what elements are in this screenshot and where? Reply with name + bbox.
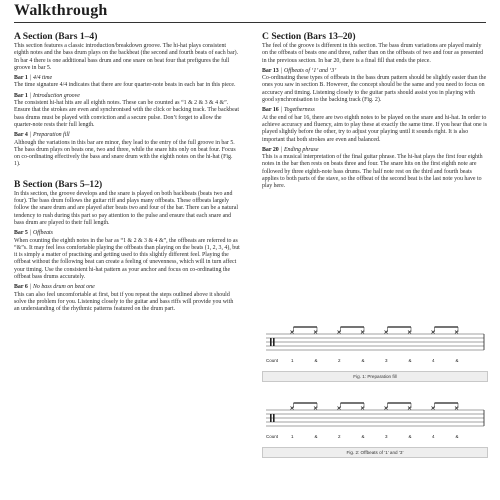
count-value: 1 bbox=[291, 358, 294, 363]
page-title: Walkthrough bbox=[14, 2, 108, 19]
bar-separator: | bbox=[280, 67, 282, 74]
hihat-note bbox=[455, 327, 458, 334]
bar-heading bbox=[14, 132, 240, 139]
count-value: 3 bbox=[385, 434, 388, 439]
note-group bbox=[291, 403, 459, 410]
bar-label: Bar 6 bbox=[14, 284, 28, 291]
count-value: 2 bbox=[338, 358, 341, 363]
bar-label: Bar 1 bbox=[14, 92, 28, 99]
title-rule bbox=[14, 22, 486, 23]
count-value: & bbox=[408, 434, 412, 439]
hihat-note bbox=[338, 403, 341, 410]
bar-heading bbox=[14, 230, 240, 237]
hihat-note bbox=[385, 403, 388, 410]
bar-heading bbox=[14, 284, 240, 291]
bar-separator: | bbox=[280, 146, 282, 153]
bar-separator: | bbox=[29, 132, 31, 139]
bar-text: The time signature 4/4 indicates that there are four quarter-note beats in each bar in this piece. bbox=[14, 82, 236, 89]
bar-text: At the end of bar 16, there are two eighth notes to be played on the snare and hi-hat. In order to achieve accuracy and fluency, aim to play these at exactly the same time. If you hear that one is played slightly before the other, try to adjust your playing until it sounds right. It is also important that both strokes are even and balanced. bbox=[262, 114, 487, 143]
bar-subtitle: Preparation fill bbox=[33, 132, 70, 139]
bar-subtitle: No bass drum on beat one bbox=[33, 284, 95, 291]
staff-lines bbox=[266, 334, 484, 350]
figure-caption: Fig. 1: Preparation fill bbox=[262, 371, 488, 382]
bar-label: Bar 4 bbox=[14, 132, 28, 139]
bar-subtitle: Ending phrase bbox=[283, 146, 319, 153]
count-value: & bbox=[314, 434, 318, 439]
section-b-intro: In this section, the groove develops and the snare is played on both backbeats (beats two and four). The bass drum follows the guitar riff and plays many offbeats. These offbeats largely follow the snare drum and are played after beats two and four of the bar. There can be a natural tendency to rush during this part so pay attention to the pulse and ensure that each snare and bass drum are played to their full length. bbox=[14, 190, 238, 226]
bar-text: When counting the eighth notes in the bar as “1 & 2 & 3 & 4 &”, the offbeats are referred to as “&”s. It may feel less comfortable playing the offbeats than playing on the beats (1, 2, 3, 4), but it is simply a matter of practising and getting used to this slightly different feel. Playing the offbeat without the following beat can create a feeling of unevenness, which will in turn affect your timing. Use the consistent hi-hat pattern as your anchor and focus on co-ordinating the offbeat bass drums accurately. bbox=[14, 237, 240, 281]
section-c-heading: C Section (Bars 13–20) bbox=[262, 31, 356, 42]
section-b-heading: B Section (Bars 5–12) bbox=[14, 178, 103, 190]
count-value: & bbox=[408, 358, 412, 363]
hihat-note bbox=[408, 403, 411, 410]
figure-2 bbox=[262, 402, 488, 458]
bar-subtitle: Togetherness bbox=[283, 107, 315, 114]
count-value: 3 bbox=[385, 358, 388, 363]
right-column bbox=[262, 31, 488, 194]
count-value: & bbox=[361, 434, 365, 439]
bar-label: Bar 5 bbox=[14, 230, 28, 237]
hihat-note bbox=[432, 327, 435, 334]
count-label: Count bbox=[266, 434, 279, 439]
bar-heading bbox=[262, 107, 488, 114]
staff-lines bbox=[266, 410, 484, 426]
hihat-note bbox=[291, 403, 294, 410]
bar-label: Bar 16 bbox=[262, 107, 279, 114]
count-value: & bbox=[455, 434, 459, 439]
count-value: 1 bbox=[291, 434, 294, 439]
bar-subtitle: 4/4 time bbox=[33, 75, 53, 82]
bar-heading bbox=[14, 93, 240, 100]
count-row bbox=[291, 434, 459, 439]
bar-separator: | bbox=[280, 107, 282, 114]
bar-label: Bar 20 bbox=[262, 146, 279, 153]
hihat-note bbox=[455, 403, 458, 410]
section-c-intro: The feel of the groove is different in this section. The bass drum variations are played mainly on the offbeats of beats one and three, rather than on the offbeats of two and four as presented in the previous section. In bar 20, there is a final fill that ends the piece. bbox=[262, 43, 484, 64]
hihat-note bbox=[314, 327, 317, 334]
hihat-note bbox=[361, 327, 364, 334]
count-value: 2 bbox=[338, 434, 341, 439]
bar-subtitle: Offbeats of ‘1’ and ‘3’ bbox=[283, 67, 337, 74]
bar-subtitle: Introduction groove bbox=[33, 92, 80, 99]
bar-label: Bar 13 bbox=[262, 67, 279, 74]
bar-text: The consistent hi-hat hits are all eighth notes. These can be counted as “1 & 2 & 3 & 4 &”. Ensure that the strokes are even and synchronised with the click or backing track. The backbeat bass drums must be played with conviction and a secure pulse. Don’t forget to allow the quarter-note rests their full length. bbox=[14, 100, 239, 128]
bar-text: Although the variations in this bar are minor, they lead to the entry of the full groove in bar 5. The bass drum plays on beats one, two and three, while the snare hits only on beat four. Focus on co-ordinating effectively the bass and snare drum with the eighth notes on the hi-hat (Fig. 1). bbox=[14, 139, 236, 168]
bar-separator: | bbox=[29, 75, 31, 82]
hihat-note bbox=[338, 327, 341, 334]
hihat-note bbox=[385, 327, 388, 334]
bar-text: Co-ordinating these types of offbeats in the bass drum pattern should be slightly easier than the ones you saw in section B. However, the concept should be the same and you need to focus on accuracy and timing. Listening closely to the guitar parts should assist you in playing with good synchronisation to the backing track (Fig. 2). bbox=[262, 75, 487, 104]
note-group bbox=[291, 327, 459, 334]
left-column bbox=[14, 31, 240, 317]
hihat-note bbox=[361, 403, 364, 410]
notation-fig-2 bbox=[262, 402, 488, 442]
bar-text: This can also feel uncomfortable at first, but if you repeat the steps outlined above it should solve the problem for you. Listening closely to the guitar and bass riffs will provide you with an understanding of the rhythmic patterns featured on the drum part. bbox=[14, 291, 234, 313]
count-value: 4 bbox=[432, 358, 435, 363]
figure-caption: Fig. 2: Offbeats of ‘1’ and ‘3’ bbox=[262, 447, 488, 458]
bar-separator: | bbox=[29, 284, 31, 291]
figure-1 bbox=[262, 326, 488, 382]
count-label: Count bbox=[266, 358, 279, 363]
hihat-note bbox=[291, 327, 294, 334]
bar-text: This is a musical interpretation of the final guitar phrase. The hi-hat plays the first four eighth notes in the bar then rests on beats three and four. The snare hits on the first eighth note are followed by three eighth-note bass drums. The half note rest on the third and fourth beats applies to both parts of the stave, so the offbeat of the second beat is the last note you have to play here. bbox=[262, 154, 483, 190]
count-value: & bbox=[361, 358, 365, 363]
bar-label: Bar 1 bbox=[14, 75, 28, 82]
section-a-heading: A Section (Bars 1–4) bbox=[14, 31, 98, 42]
count-value: & bbox=[455, 358, 459, 363]
bar-subtitle: Offbeats bbox=[33, 230, 53, 237]
count-row bbox=[291, 358, 459, 363]
hihat-note bbox=[432, 403, 435, 410]
hihat-note bbox=[408, 327, 411, 334]
bar-separator: | bbox=[29, 230, 31, 237]
notation-fig-1 bbox=[262, 326, 488, 366]
section-a-intro: This section features a classic introduction/breakdown groove. The hi-hat plays consistent eighth notes and the bass drum plays on the backbeat (the second and fourth beats of each bar). In bar 4 there is one additional bass drum and one snare on beat four that prefigures the full groove in bar 5. bbox=[14, 43, 239, 71]
hihat-note bbox=[314, 403, 317, 410]
count-value: & bbox=[314, 358, 318, 363]
count-value: 4 bbox=[432, 434, 435, 439]
bar-separator: | bbox=[29, 92, 31, 99]
